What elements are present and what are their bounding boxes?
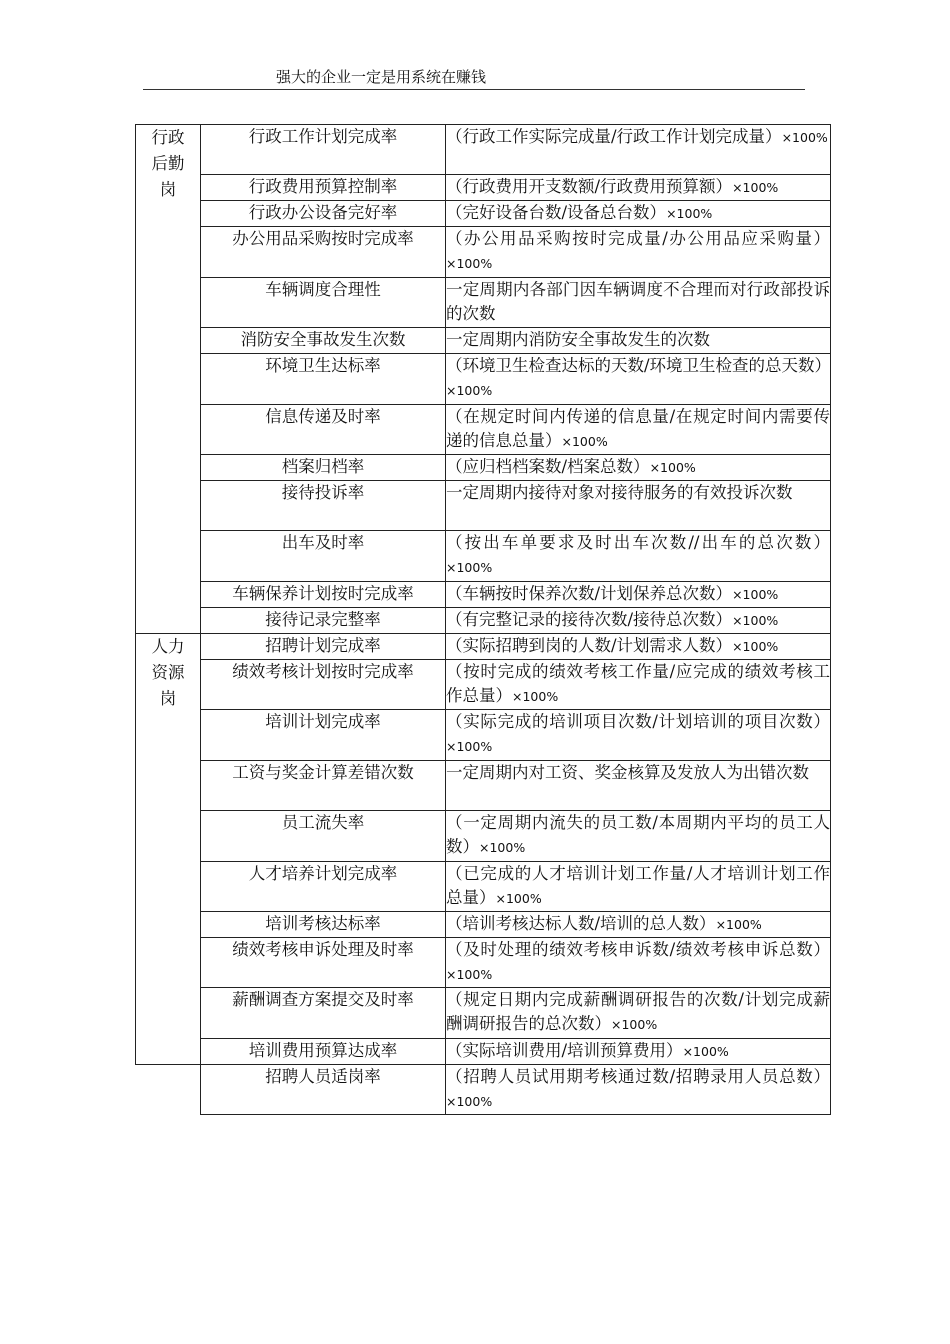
kpi-formula-cell	[446, 227, 831, 278]
kpi-formula-text: （环境卫生检查达标的天数/环境卫生检查的总天数）	[446, 356, 832, 375]
kpi-name-cell: 培训计划完成率	[201, 710, 446, 761]
kpi-formula-text: （完好设备台数/设备总台数）	[446, 203, 667, 222]
kpi-row	[136, 988, 831, 1039]
kpi-percent-suffix: ×100%	[512, 689, 559, 704]
kpi-row	[136, 227, 831, 278]
kpi-table-body	[136, 125, 831, 1115]
kpi-formula-cell	[446, 455, 831, 481]
kpi-formula-text: （办公用品采购按时完成量/办公用品应采购量）	[446, 229, 830, 248]
kpi-row	[136, 1039, 831, 1065]
kpi-row	[136, 201, 831, 227]
kpi-formula-text: （培训考核达标人数/培训的总人数）	[446, 914, 716, 933]
kpi-name-cell: 消防安全事故发生次数	[201, 328, 446, 354]
kpi-name-cell: 行政办公设备完好率	[201, 201, 446, 227]
kpi-percent-suffix: ×100%	[446, 256, 493, 271]
kpi-formula-cell	[446, 1065, 831, 1115]
kpi-row	[136, 608, 831, 634]
kpi-formula-text: （有完整记录的接待次数/接待总次数）	[446, 610, 733, 629]
header-divider	[143, 89, 805, 90]
kpi-formula-cell	[446, 531, 831, 582]
kpi-percent-suffix: ×100%	[446, 383, 493, 398]
role-cell	[136, 125, 201, 634]
kpi-name-cell: 薪酬调查方案提交及时率	[201, 988, 446, 1039]
kpi-percent-suffix: ×100%	[479, 840, 526, 855]
kpi-row	[136, 811, 831, 862]
kpi-formula-text: （实际招聘到岗的人数/计划需求人数）	[446, 636, 733, 655]
kpi-row	[136, 455, 831, 481]
kpi-name-cell: 绩效考核计划按时完成率	[201, 660, 446, 710]
kpi-formula-cell	[446, 125, 831, 175]
kpi-percent-suffix: ×100%	[649, 460, 696, 475]
role-cell	[136, 634, 201, 1065]
kpi-formula-cell	[446, 1039, 831, 1065]
kpi-row	[136, 634, 831, 660]
kpi-name-cell: 培训费用预算达成率	[201, 1039, 446, 1065]
kpi-formula-cell	[446, 608, 831, 634]
kpi-formula-cell	[446, 175, 831, 201]
kpi-percent-suffix: ×100%	[781, 130, 828, 145]
kpi-percent-suffix: ×100%	[666, 206, 713, 221]
kpi-name-cell: 招聘人员适岗率	[201, 1065, 446, 1115]
kpi-name-cell: 招聘计划完成率	[201, 634, 446, 660]
kpi-formula-cell	[446, 582, 831, 608]
kpi-percent-suffix: ×100%	[732, 613, 779, 628]
kpi-formula-text: （按时完成的绩效考核工作量/应完成的绩效考核工作总量）	[446, 662, 830, 705]
kpi-formula-text: （已完成的人才培训计划工作量/人才培训计划工作总量）	[446, 864, 830, 907]
kpi-formula-text: （在规定时间内传递的信息量/在规定时间内需要传递的信息总量）	[446, 407, 830, 450]
kpi-formula-cell	[446, 912, 831, 938]
kpi-row	[136, 531, 831, 582]
kpi-formula-cell	[446, 938, 831, 988]
kpi-row	[136, 354, 831, 405]
kpi-row	[136, 710, 831, 761]
kpi-row	[136, 912, 831, 938]
kpi-percent-suffix: ×100%	[446, 560, 493, 575]
kpi-row	[136, 125, 831, 175]
kpi-row	[136, 938, 831, 988]
kpi-formula-cell	[446, 634, 831, 660]
kpi-table	[135, 124, 831, 1115]
kpi-formula-cell	[446, 988, 831, 1039]
kpi-row	[136, 1065, 831, 1115]
kpi-name-cell: 办公用品采购按时完成率	[201, 227, 446, 278]
kpi-percent-suffix: ×100%	[561, 434, 608, 449]
kpi-row	[136, 862, 831, 912]
role-label-line: 人力	[151, 637, 185, 656]
kpi-formula-text: 一定周期内各部门因车辆调度不合理而对行政部投诉的次数	[446, 280, 830, 323]
kpi-formula-text: （规定日期内完成薪酬调研报告的次数/计划完成薪酬调研报告的总次数）	[446, 990, 830, 1033]
kpi-formula-cell	[446, 862, 831, 912]
kpi-name-cell: 车辆保养计划按时完成率	[201, 582, 446, 608]
kpi-name-cell: 车辆调度合理性	[201, 278, 446, 328]
role-label-line: 后勤	[151, 154, 185, 173]
kpi-formula-text: （按出车单要求及时出车次数//出车的总次数）	[446, 533, 830, 552]
kpi-row	[136, 761, 831, 811]
kpi-formula-cell	[446, 481, 831, 531]
kpi-name-cell: 行政费用预算控制率	[201, 175, 446, 201]
kpi-formula-text: 一定周期内消防安全事故发生的次数	[446, 330, 710, 349]
kpi-formula-text: （行政工作实际完成量/行政工作计划完成量）	[446, 127, 782, 146]
role-label-line: 资源	[151, 663, 185, 682]
page-header-title: 强大的企业一定是用系统在赚钱	[276, 68, 487, 86]
kpi-formula-cell	[446, 201, 831, 227]
kpi-formula-cell	[446, 354, 831, 405]
kpi-percent-suffix: ×100%	[446, 967, 493, 982]
kpi-name-cell: 环境卫生达标率	[201, 354, 446, 405]
kpi-formula-cell	[446, 811, 831, 862]
kpi-name-cell: 工资与奖金计算差错次数	[201, 761, 446, 811]
kpi-name-cell: 接待投诉率	[201, 481, 446, 531]
role-label-line: 行政	[151, 128, 185, 147]
kpi-formula-text: 一定周期内接待对象对接待服务的有效投诉次数	[446, 483, 793, 502]
kpi-percent-suffix: ×100%	[682, 1044, 729, 1059]
kpi-formula-cell	[446, 328, 831, 354]
kpi-name-cell: 绩效考核申诉处理及时率	[201, 938, 446, 988]
kpi-name-cell: 人才培养计划完成率	[201, 862, 446, 912]
kpi-formula-text: 一定周期内对工资、奖金核算及发放人为出错次数	[446, 763, 809, 782]
kpi-row	[136, 481, 831, 531]
kpi-formula-cell	[446, 405, 831, 455]
kpi-name-cell: 档案归档率	[201, 455, 446, 481]
kpi-formula-text: （及时处理的绩效考核申诉数/绩效考核申诉总数）	[446, 940, 830, 959]
empty-role-cell	[136, 1065, 201, 1115]
kpi-formula-text: （应归档档案数/档案总数）	[446, 457, 650, 476]
kpi-percent-suffix: ×100%	[732, 587, 779, 602]
kpi-formula-text: （车辆按时保养次数/计划保养总次数）	[446, 584, 733, 603]
kpi-formula-text: （一定周期内流失的员工数/本周期内平均的员工人数）	[446, 813, 830, 856]
kpi-name-cell: 接待记录完整率	[201, 608, 446, 634]
kpi-percent-suffix: ×100%	[446, 1094, 493, 1109]
kpi-row	[136, 582, 831, 608]
role-label-line: 岗	[159, 180, 177, 199]
kpi-name-cell: 员工流失率	[201, 811, 446, 862]
role-label-line: 岗	[159, 689, 177, 708]
kpi-name-cell: 出车及时率	[201, 531, 446, 582]
kpi-formula-cell	[446, 660, 831, 710]
kpi-formula-text: （实际培训费用/培训预算费用）	[446, 1041, 683, 1060]
kpi-percent-suffix: ×100%	[715, 917, 762, 932]
kpi-row	[136, 328, 831, 354]
kpi-percent-suffix: ×100%	[611, 1017, 658, 1032]
kpi-formula-cell	[446, 710, 831, 761]
kpi-name-cell: 信息传递及时率	[201, 405, 446, 455]
kpi-name-cell: 行政工作计划完成率	[201, 125, 446, 175]
kpi-formula-cell	[446, 761, 831, 811]
kpi-formula-text: （行政费用开支数额/行政费用预算额）	[446, 177, 733, 196]
kpi-name-cell: 培训考核达标率	[201, 912, 446, 938]
kpi-percent-suffix: ×100%	[446, 739, 493, 754]
kpi-percent-suffix: ×100%	[495, 891, 542, 906]
kpi-formula-text: （实际完成的培训项目次数/计划培训的项目次数）	[446, 712, 830, 731]
kpi-row	[136, 175, 831, 201]
kpi-row	[136, 660, 831, 710]
kpi-formula-text: （招聘人员试用期考核通过数/招聘录用人员总数）	[446, 1067, 830, 1086]
kpi-percent-suffix: ×100%	[732, 180, 779, 195]
kpi-row	[136, 405, 831, 455]
kpi-formula-cell	[446, 278, 831, 328]
kpi-percent-suffix: ×100%	[732, 639, 779, 654]
kpi-row	[136, 278, 831, 328]
